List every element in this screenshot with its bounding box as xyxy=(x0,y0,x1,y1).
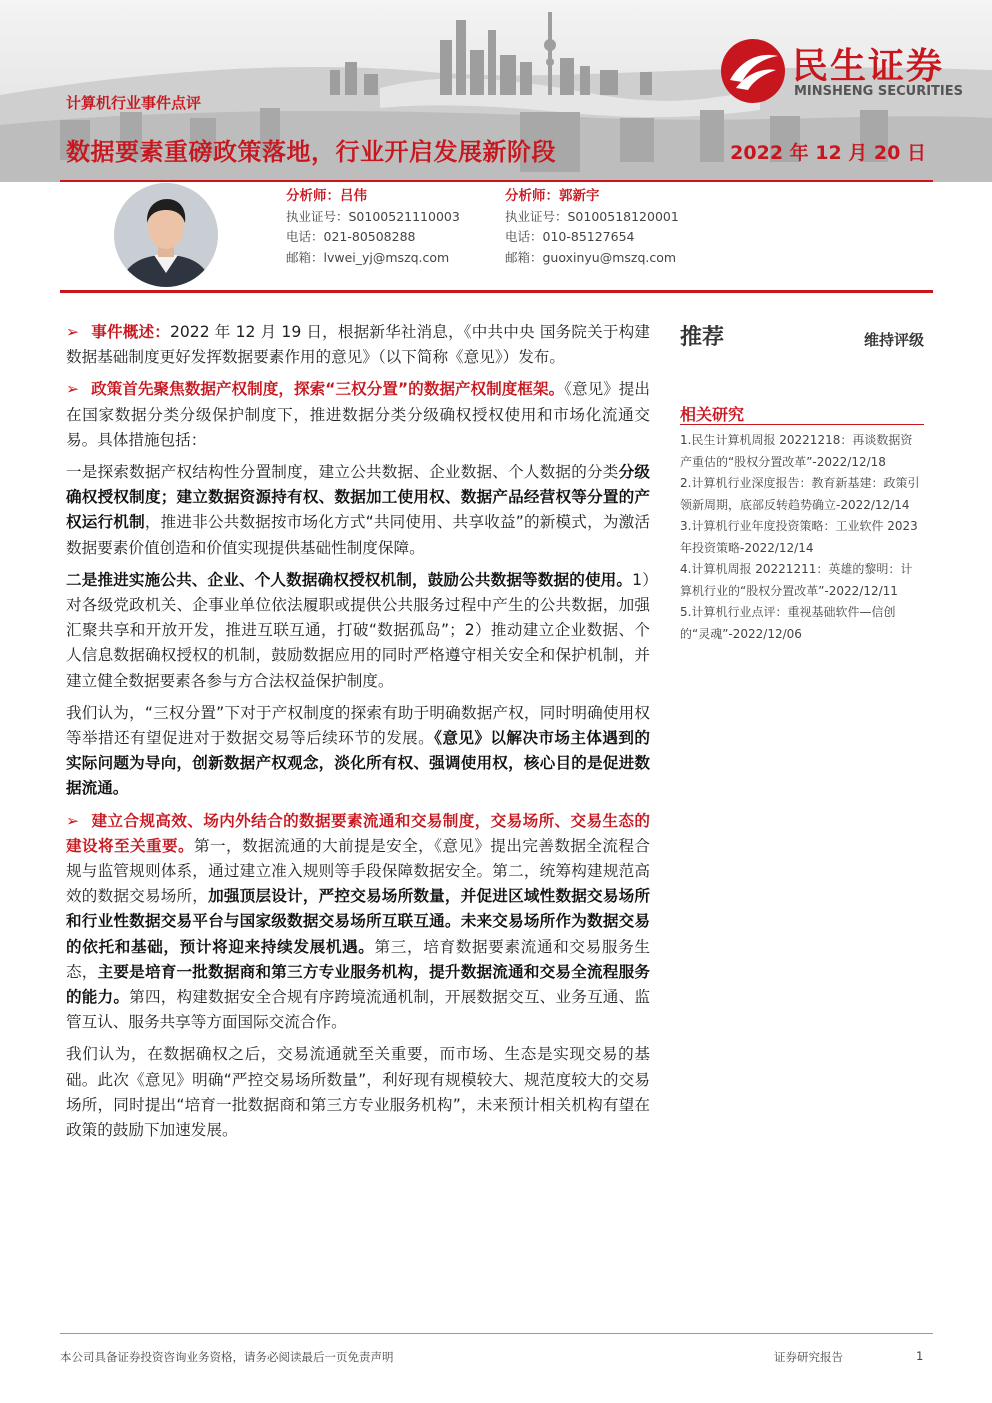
analyst-photo xyxy=(114,183,218,287)
footer-disclaimer: 本公司具备证券投资咨询业务资格，请务必阅读最后一页免责声明 xyxy=(60,1350,394,1364)
paragraph-text: 1）对各级党政机关、企事业单位依法履职或提供公共服务过程中产生的公共数据，加强汇聚共享和开放开发，推进互联互通，打破“数据孤岛”；2）推动建立企业数据、个人信息数据确权授权的机制，鼓励数据应用的同时严格遵守相关安全和保护机制，并建立健全数据要素各参与方合法权益保护制度。 xyxy=(66,570,650,690)
paragraph-text: 2022 年 12 月 19 日，根据新华社消息，《中共中央 国务院关于构建数据基础制度更好发挥数据要素作用的意见》（以下简称《意见》）发布。 xyxy=(66,323,650,367)
report-body xyxy=(66,320,650,1150)
paragraph-text: 《意见》提出在国家数据分类分级保护制度下，推进数据分类分级确权授权使用和市场化流通交易。具体措施包括： xyxy=(66,380,651,449)
logo-english-name: MINSHENG SECURITIES xyxy=(794,84,963,99)
paragraph-emphasis: 主要是培育一批数据商和第三方专业服务机构，提升数据流通和交易全流程服务的能力。 xyxy=(66,962,650,1007)
paragraph-trading-system xyxy=(66,809,650,1036)
analyst-phone: 电话：021-80508288 xyxy=(286,229,416,244)
bullet-arrow-icon: ➢ xyxy=(66,380,80,399)
analyst-phone: 电话：010-85127654 xyxy=(505,229,635,244)
paragraph-text: 一是探索数据产权结构性分置制度，建立公共数据、企业数据、个人数据的分类 xyxy=(66,463,619,482)
analyst-card-1 xyxy=(286,186,460,268)
related-research-title: 相关研究 xyxy=(680,405,745,424)
paragraph-text: 第一，数据流通的大前提是安全，《意见》提出完善数据全流程合规与监管规则体系，通过建立准入规则等手段保障数据安全。第二，统筹构建规范高效的数据交易场所， xyxy=(66,836,650,906)
paragraph-opinion-two: 我们认为，在数据确权之后，交易流通就至关重要，而市场、生态是实现交易的基础。此次《意见》明确“严控交易场所数量”，利好现有规模较大、规范度较大的交易场所，同时提出“培育一批数据商和第三方专业服务机构”，未来预计相关机构有望在政策的鼓励下加速发展。 xyxy=(66,1045,650,1140)
paragraph-data-property xyxy=(66,377,650,453)
sidebar xyxy=(680,320,924,641)
logo-chinese-name: 民生证券 xyxy=(792,46,945,87)
analyst-name: 分析师：郭新宇 xyxy=(505,188,600,204)
related-research-item[interactable]: 4.计算机周报 20221211：英雄的黎明：计算机行业的“股权分置改革”-2022/12/11 xyxy=(680,562,913,598)
report-category: 计算机行业事件点评 xyxy=(66,94,202,112)
analyst-email[interactable]: 邮箱：lvwei_yj@mszq.com xyxy=(286,249,450,265)
paragraph-lead: 政策首先聚焦数据产权制度，探索“三权分置”的数据产权制度框架。 xyxy=(91,380,565,399)
analyst-divider xyxy=(60,290,933,293)
paragraph-text: 第三，培育数据要素流通和交易服务生态， xyxy=(66,937,650,981)
related-research-item[interactable]: 3.计算机行业年度投资策略：工业软件 2023 年投资策略-2022/12/14 xyxy=(680,519,918,555)
paragraph-emphasis: 分级确权授权制度；建立数据资源持有权、数据加工使用权、数据产品经营权等分置的产权运行机制 xyxy=(66,463,650,532)
paragraph-measure-one xyxy=(66,460,650,561)
company-logo xyxy=(718,36,968,106)
paragraph-measure-two xyxy=(66,568,650,694)
rating-note: 维持评级 xyxy=(863,331,924,349)
rating-value: 推荐 xyxy=(680,325,725,350)
paragraph-emphasis: 加强顶层设计，严控交易场所数量，并促进区域性数据交易场所和行业性数据交易平台与国家级数据交易场所互联互通。未来交易场所作为数据交易的依托和基础，预计将迎来持续发展机遇。 xyxy=(66,887,650,956)
paragraph-emphasis: 二是推进实施公共、企业、个人数据确权授权机制，鼓励公共数据等数据的使用。 xyxy=(66,570,633,589)
related-research-divider xyxy=(680,424,924,425)
analyst-name: 分析师：吕伟 xyxy=(286,188,367,204)
analyst-email[interactable]: 邮箱：guoxinyu@mszq.com xyxy=(505,249,677,265)
paragraph-lead: 事件概述： xyxy=(91,323,170,341)
header-banner xyxy=(0,0,992,182)
paragraph-lead: 建立合规高效、场内外结合的数据要素流通和交易制度，交易场所、交易生态的建设将至关重要。 xyxy=(66,811,650,855)
footer-report-type: 证券研究报告 xyxy=(774,1350,843,1364)
paragraph-text: 第四，构建数据安全合规有序跨境流通机制，开展数据交互、业务互通、监管互认、服务共享等方面国际交流合作。 xyxy=(66,988,650,1032)
report-title: 数据要素重磅政策落地，行业开启发展新阶段 xyxy=(66,138,556,166)
bullet-arrow-icon: ➢ xyxy=(66,811,80,830)
paragraph-text: 我们认为，“三权分置”下对于产权制度的探索有助于明确数据产权，同时明确使用权等举措还有望促进对于数据交易等后续环节的发展。 xyxy=(66,703,650,748)
paragraph-opinion-one xyxy=(66,701,650,802)
footer-divider xyxy=(60,1333,933,1334)
related-research-item[interactable]: 5.计算机行业点评：重视基础软件—信创的“灵魂”-2022/12/06 xyxy=(680,605,896,641)
page-number: 1 xyxy=(916,1349,924,1363)
related-research-item[interactable]: 1.民生计算机周报 20221218：再谈数据资产重估的“股权分置改革”-2022/12/18 xyxy=(680,433,913,469)
related-research-list xyxy=(680,430,924,645)
analyst-license: 执业证号：S0100521110003 xyxy=(286,208,460,224)
analyst-card-2 xyxy=(505,186,679,268)
analyst-license: 执业证号：S0100518120001 xyxy=(505,208,679,224)
paragraph-event-summary xyxy=(66,320,650,370)
minsheng-logo-mark xyxy=(718,36,788,106)
related-research-item[interactable]: 2.计算机行业深度报告：教育新基建：政策引领新周期，底部反转趋势确立-2022/12/14 xyxy=(680,476,920,512)
bullet-arrow-icon: ➢ xyxy=(66,323,80,341)
paragraph-text: ，推进非公共数据按市场化方式“共同使用、共享收益”的新模式，为激活数据要素价值创造和价值实现提供基础性制度保障。 xyxy=(66,513,650,557)
header-divider xyxy=(60,180,933,182)
paragraph-emphasis: 《意见》以解决市场主体遇到的实际问题为导向，创新数据产权观念，淡化所有权、强调使用权，核心目的是促进数据流通。 xyxy=(66,729,650,798)
report-date: 2022 年 12 月 20 日 xyxy=(730,142,926,164)
